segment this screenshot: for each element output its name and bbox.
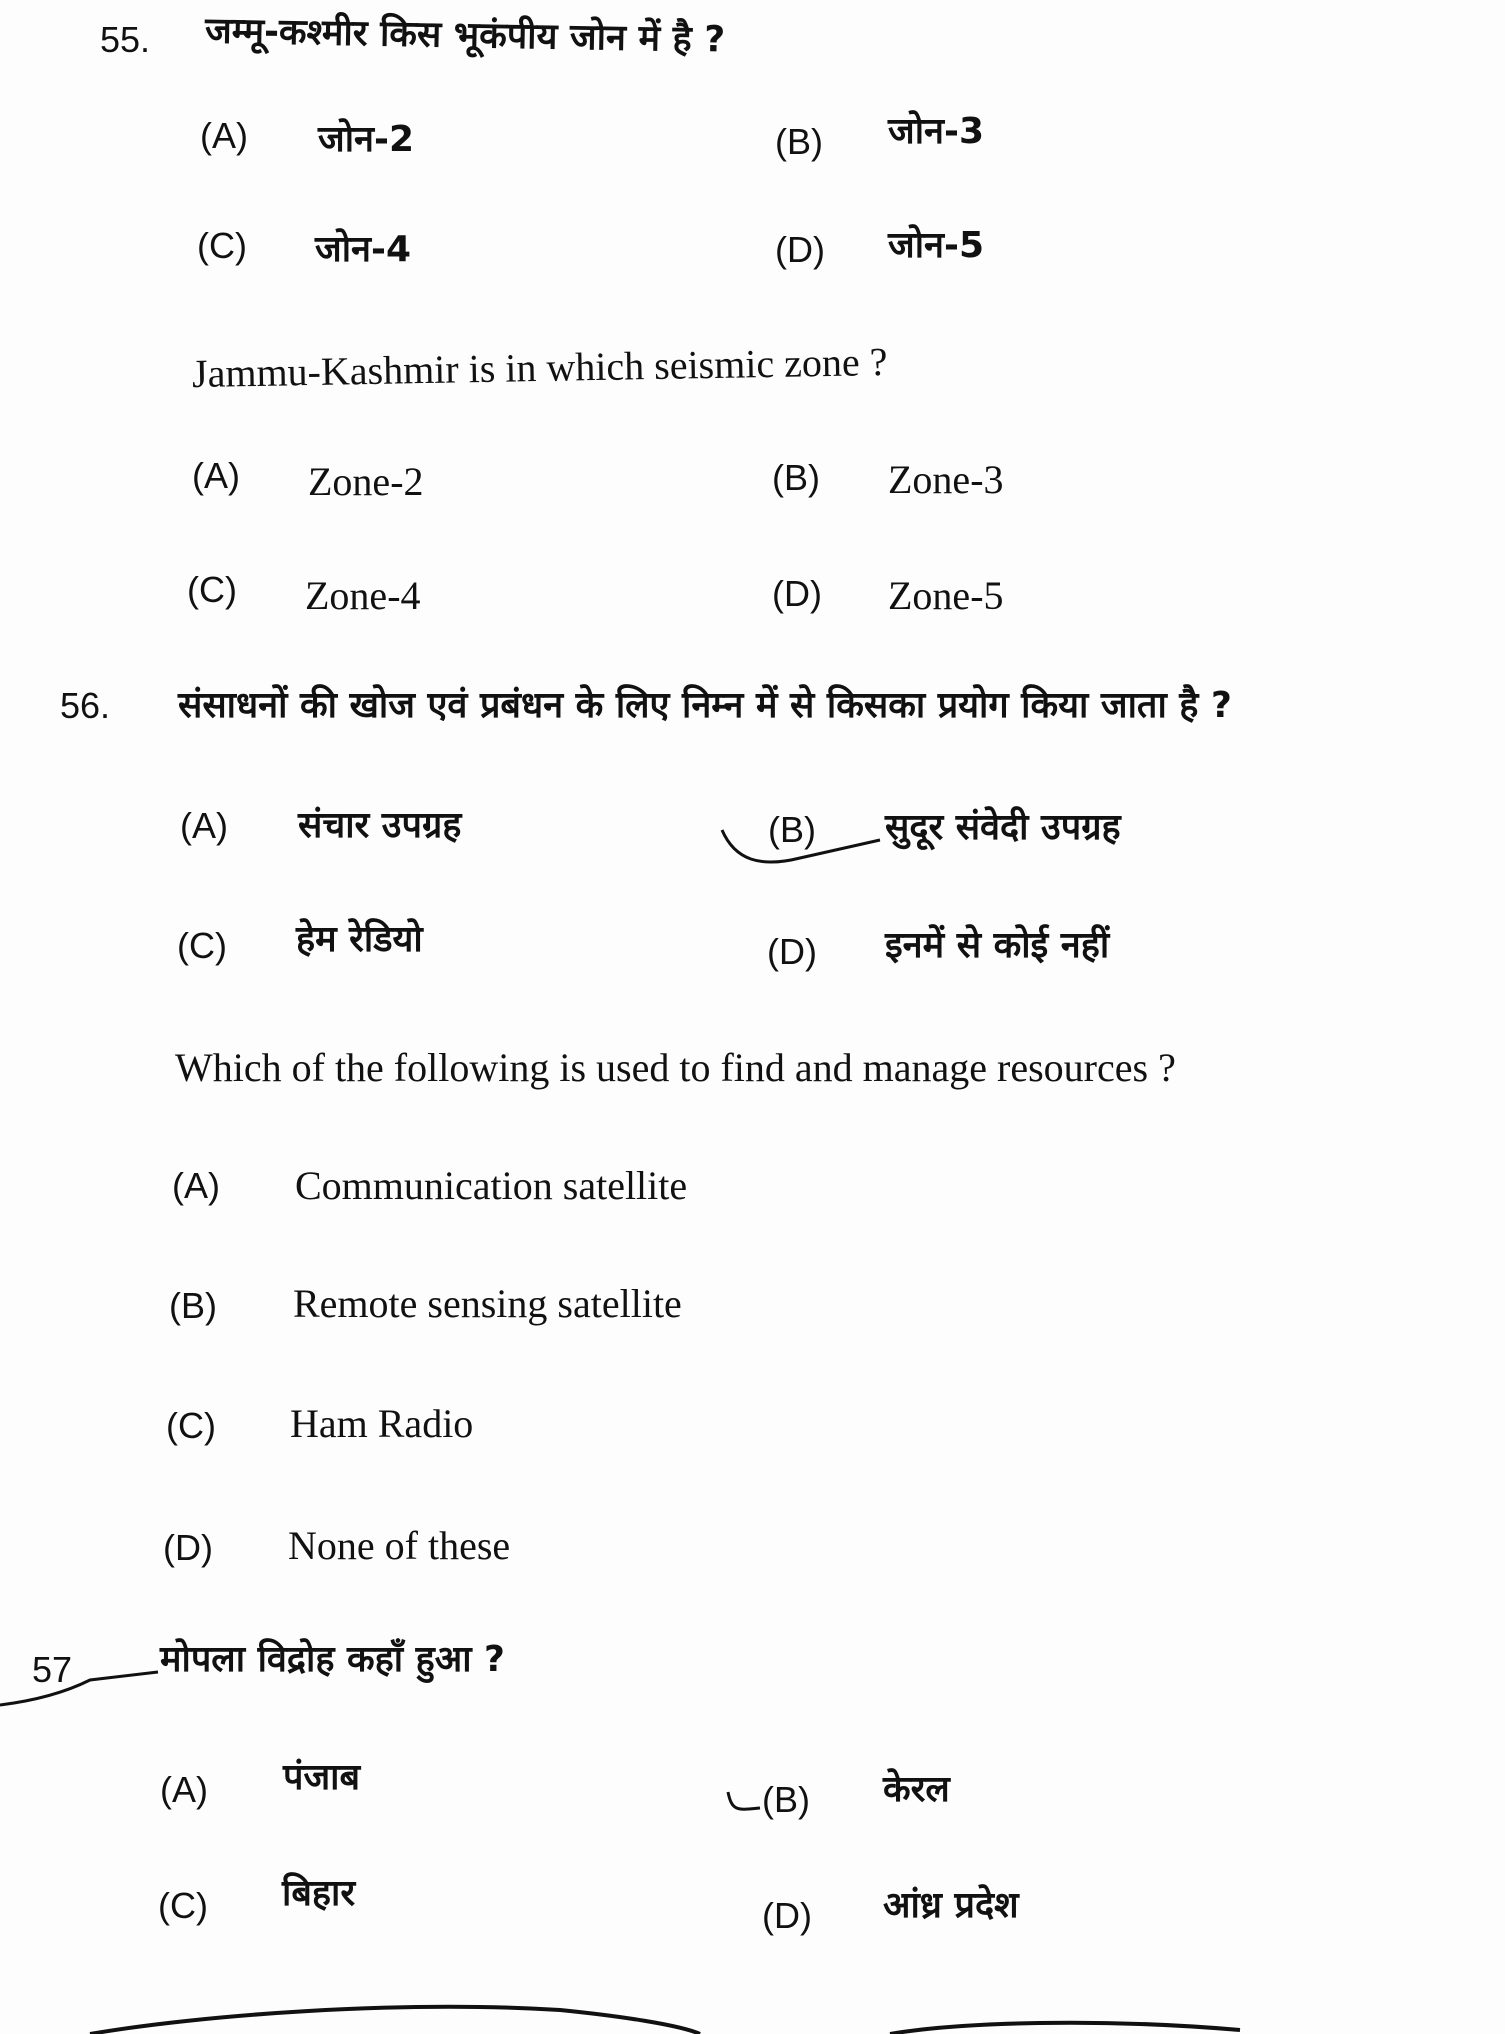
question-text-english: Which of the following is used to find and manage resources ? [175, 1045, 1176, 1090]
question-text-hindi: जम्मू-कश्मीर किस भूकंपीय जोन में है ? [204, 10, 726, 61]
option-label: (D) [775, 229, 825, 270]
option-text: जोन-4 [315, 229, 412, 270]
option-text: बिहार [282, 1873, 356, 1914]
option-text: Zone-3 [888, 457, 1004, 502]
option-label: (B) [169, 1285, 217, 1326]
option-text: Ham Radio [290, 1401, 474, 1446]
option-label: (A) [180, 805, 228, 846]
answer-tick-q56 [722, 830, 880, 862]
option-text: इनमें से कोई नहीं [885, 925, 1110, 966]
option-label: (C) [187, 569, 237, 610]
option-label: (B) [775, 121, 823, 162]
option-label: (A) [200, 115, 248, 156]
option-text: None of these [288, 1523, 511, 1568]
option-text: हेम रेडियो [296, 919, 423, 960]
option-text: आंध्र प्रदेश [883, 1885, 1019, 1926]
bottom-curve-right [890, 2023, 1240, 2034]
option-label: (A) [192, 455, 240, 496]
question-text-hindi: संसाधनों की खोज एवं प्रबंधन के लिए निम्न में से किसका प्रयोग किया जाता है ? [178, 685, 1232, 726]
option-text: संचार उपग्रह [298, 805, 462, 846]
option-label: (D) [163, 1527, 213, 1568]
option-label: (C) [177, 925, 227, 966]
question-number: 56. [60, 685, 111, 726]
question-text-english: Jammu-Kashmir is in which seismic zone ? [191, 338, 888, 397]
option-text: Zone-4 [305, 573, 421, 618]
option-label: (A) [172, 1165, 220, 1206]
question-text-hindi: मोपला विद्रोह कहाँ हुआ ? [160, 1639, 505, 1680]
option-text: केरल [883, 1769, 950, 1810]
bottom-curve-left [90, 2007, 700, 2034]
option-label: (B) [768, 809, 816, 850]
option-text: Zone-2 [308, 459, 424, 504]
option-label: (B) [762, 1779, 810, 1820]
option-text: जोन-3 [888, 111, 985, 152]
option-label: (C) [197, 225, 247, 266]
option-text: जोन-5 [888, 225, 985, 266]
option-label: (A) [160, 1769, 208, 1810]
option-text: Remote sensing satellite [293, 1281, 682, 1326]
answer-tick-q57 [728, 1792, 760, 1809]
option-text: सुदूर संवेदी उपग्रह [885, 807, 1121, 848]
option-text: Communication satellite [295, 1163, 688, 1208]
option-text: जोन-2 [318, 119, 415, 160]
question-number: 57 [32, 1649, 73, 1690]
option-label: (C) [166, 1405, 216, 1446]
option-label: (D) [767, 931, 817, 972]
option-label: (D) [772, 573, 822, 614]
question-number: 55. [100, 19, 151, 60]
option-text: पंजाब [283, 1757, 361, 1798]
option-label: (D) [762, 1895, 812, 1936]
option-label: (C) [158, 1885, 208, 1926]
option-text: Zone-5 [888, 573, 1004, 618]
option-label: (B) [772, 457, 820, 498]
answer-underline-q57 [0, 1672, 158, 1705]
